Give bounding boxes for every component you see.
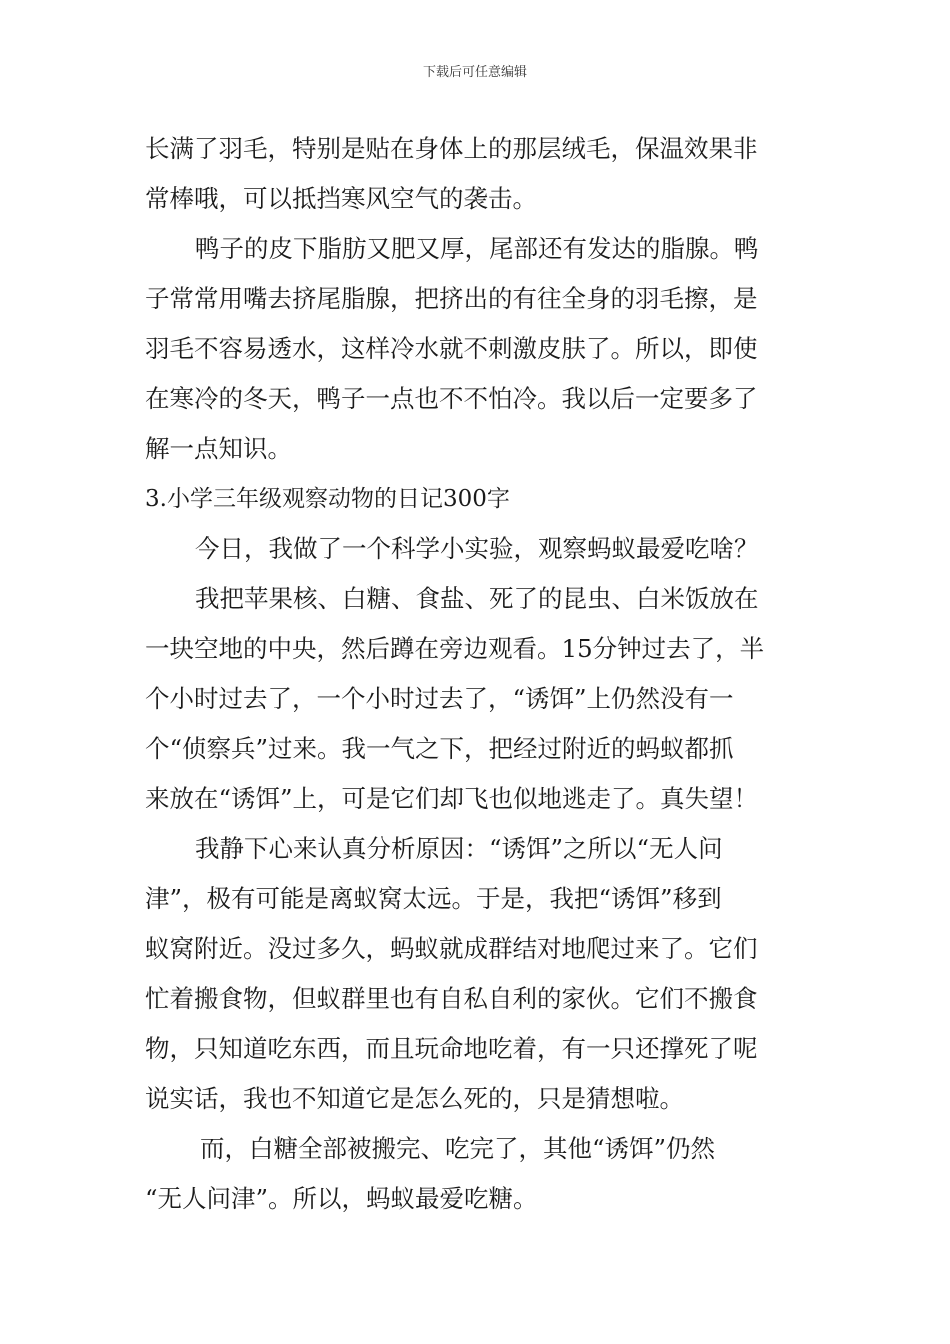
text-line: 说实话，我也不知道它是怎么死的，只是猜想啦。 bbox=[145, 1084, 684, 1113]
text-line: 一块空地的中央，然后蹲在旁边观看。15分钟过去了，半 bbox=[145, 634, 765, 663]
paragraph-start-line: 我静下心来认真分析原因：“诱饵”之所以“无人问 bbox=[195, 834, 723, 863]
page-header: 下载后可任意编辑 bbox=[422, 65, 527, 80]
paragraph-start-line: 今日，我做了一个科学小实验，观察蚂蚁最爱吃啥？ bbox=[195, 534, 759, 563]
document-body bbox=[145, 124, 810, 1224]
text-line: 个“侦察兵”过来。我一气之下，把经过附近的蚂蚁都抓 bbox=[145, 734, 734, 763]
text-line: 忙着搬食物，但蚁群里也有自私自利的家伙。它们不搬食 bbox=[145, 984, 758, 1013]
paragraph-start-line: 而，白糖全部被搬完、吃完了，其他“诱饵”仍然 bbox=[200, 1134, 716, 1163]
text-line: 子常常用嘴去挤尾脂腺，把挤出的有往全身的羽毛擦，是 bbox=[145, 284, 758, 313]
section-heading: 3.小学三年级观察动物的日记300字 bbox=[145, 486, 510, 512]
text-line: 长满了羽毛，特别是贴在身体上的那层绒毛，保温效果非 bbox=[145, 134, 758, 163]
text-line: 津”，极有可能是离蚁窝太远。于是，我把“诱饵”移到 bbox=[145, 884, 722, 913]
text-line: 在寒冷的冬天，鸭子一点也不不怕冷。我以后一定要多了 bbox=[145, 384, 758, 413]
paragraph-start-line: 我把苹果核、白糖、食盐、死了的昆虫、白米饭放在 bbox=[195, 584, 759, 613]
text-line: 来放在“诱饵”上，可是它们却飞也似地逃走了。真失望！ bbox=[145, 784, 759, 813]
text-line: 羽毛不容易透水，这样冷水就不刺激皮肤了。所以，即使 bbox=[145, 334, 758, 363]
text-line: 解一点知识。 bbox=[145, 434, 292, 463]
text-line: “无人问津”。所以，蚂蚁最爱吃糖。 bbox=[145, 1184, 538, 1213]
paragraph-start-line: 鸭子的皮下脂肪又肥又厚，尾部还有发达的脂腺。鸭 bbox=[195, 234, 759, 263]
text-line: 常棒哦，可以抵挡寒风空气的袭击。 bbox=[145, 184, 537, 213]
text-line: 个小时过去了，一个小时过去了，“诱饵”上仍然没有一 bbox=[145, 684, 734, 713]
text-line: 蚁窝附近。没过多久，蚂蚁就成群结对地爬过来了。它们 bbox=[145, 934, 758, 963]
text-line: 物，只知道吃东西，而且玩命地吃着，有一只还撑死了呢 bbox=[145, 1034, 758, 1063]
